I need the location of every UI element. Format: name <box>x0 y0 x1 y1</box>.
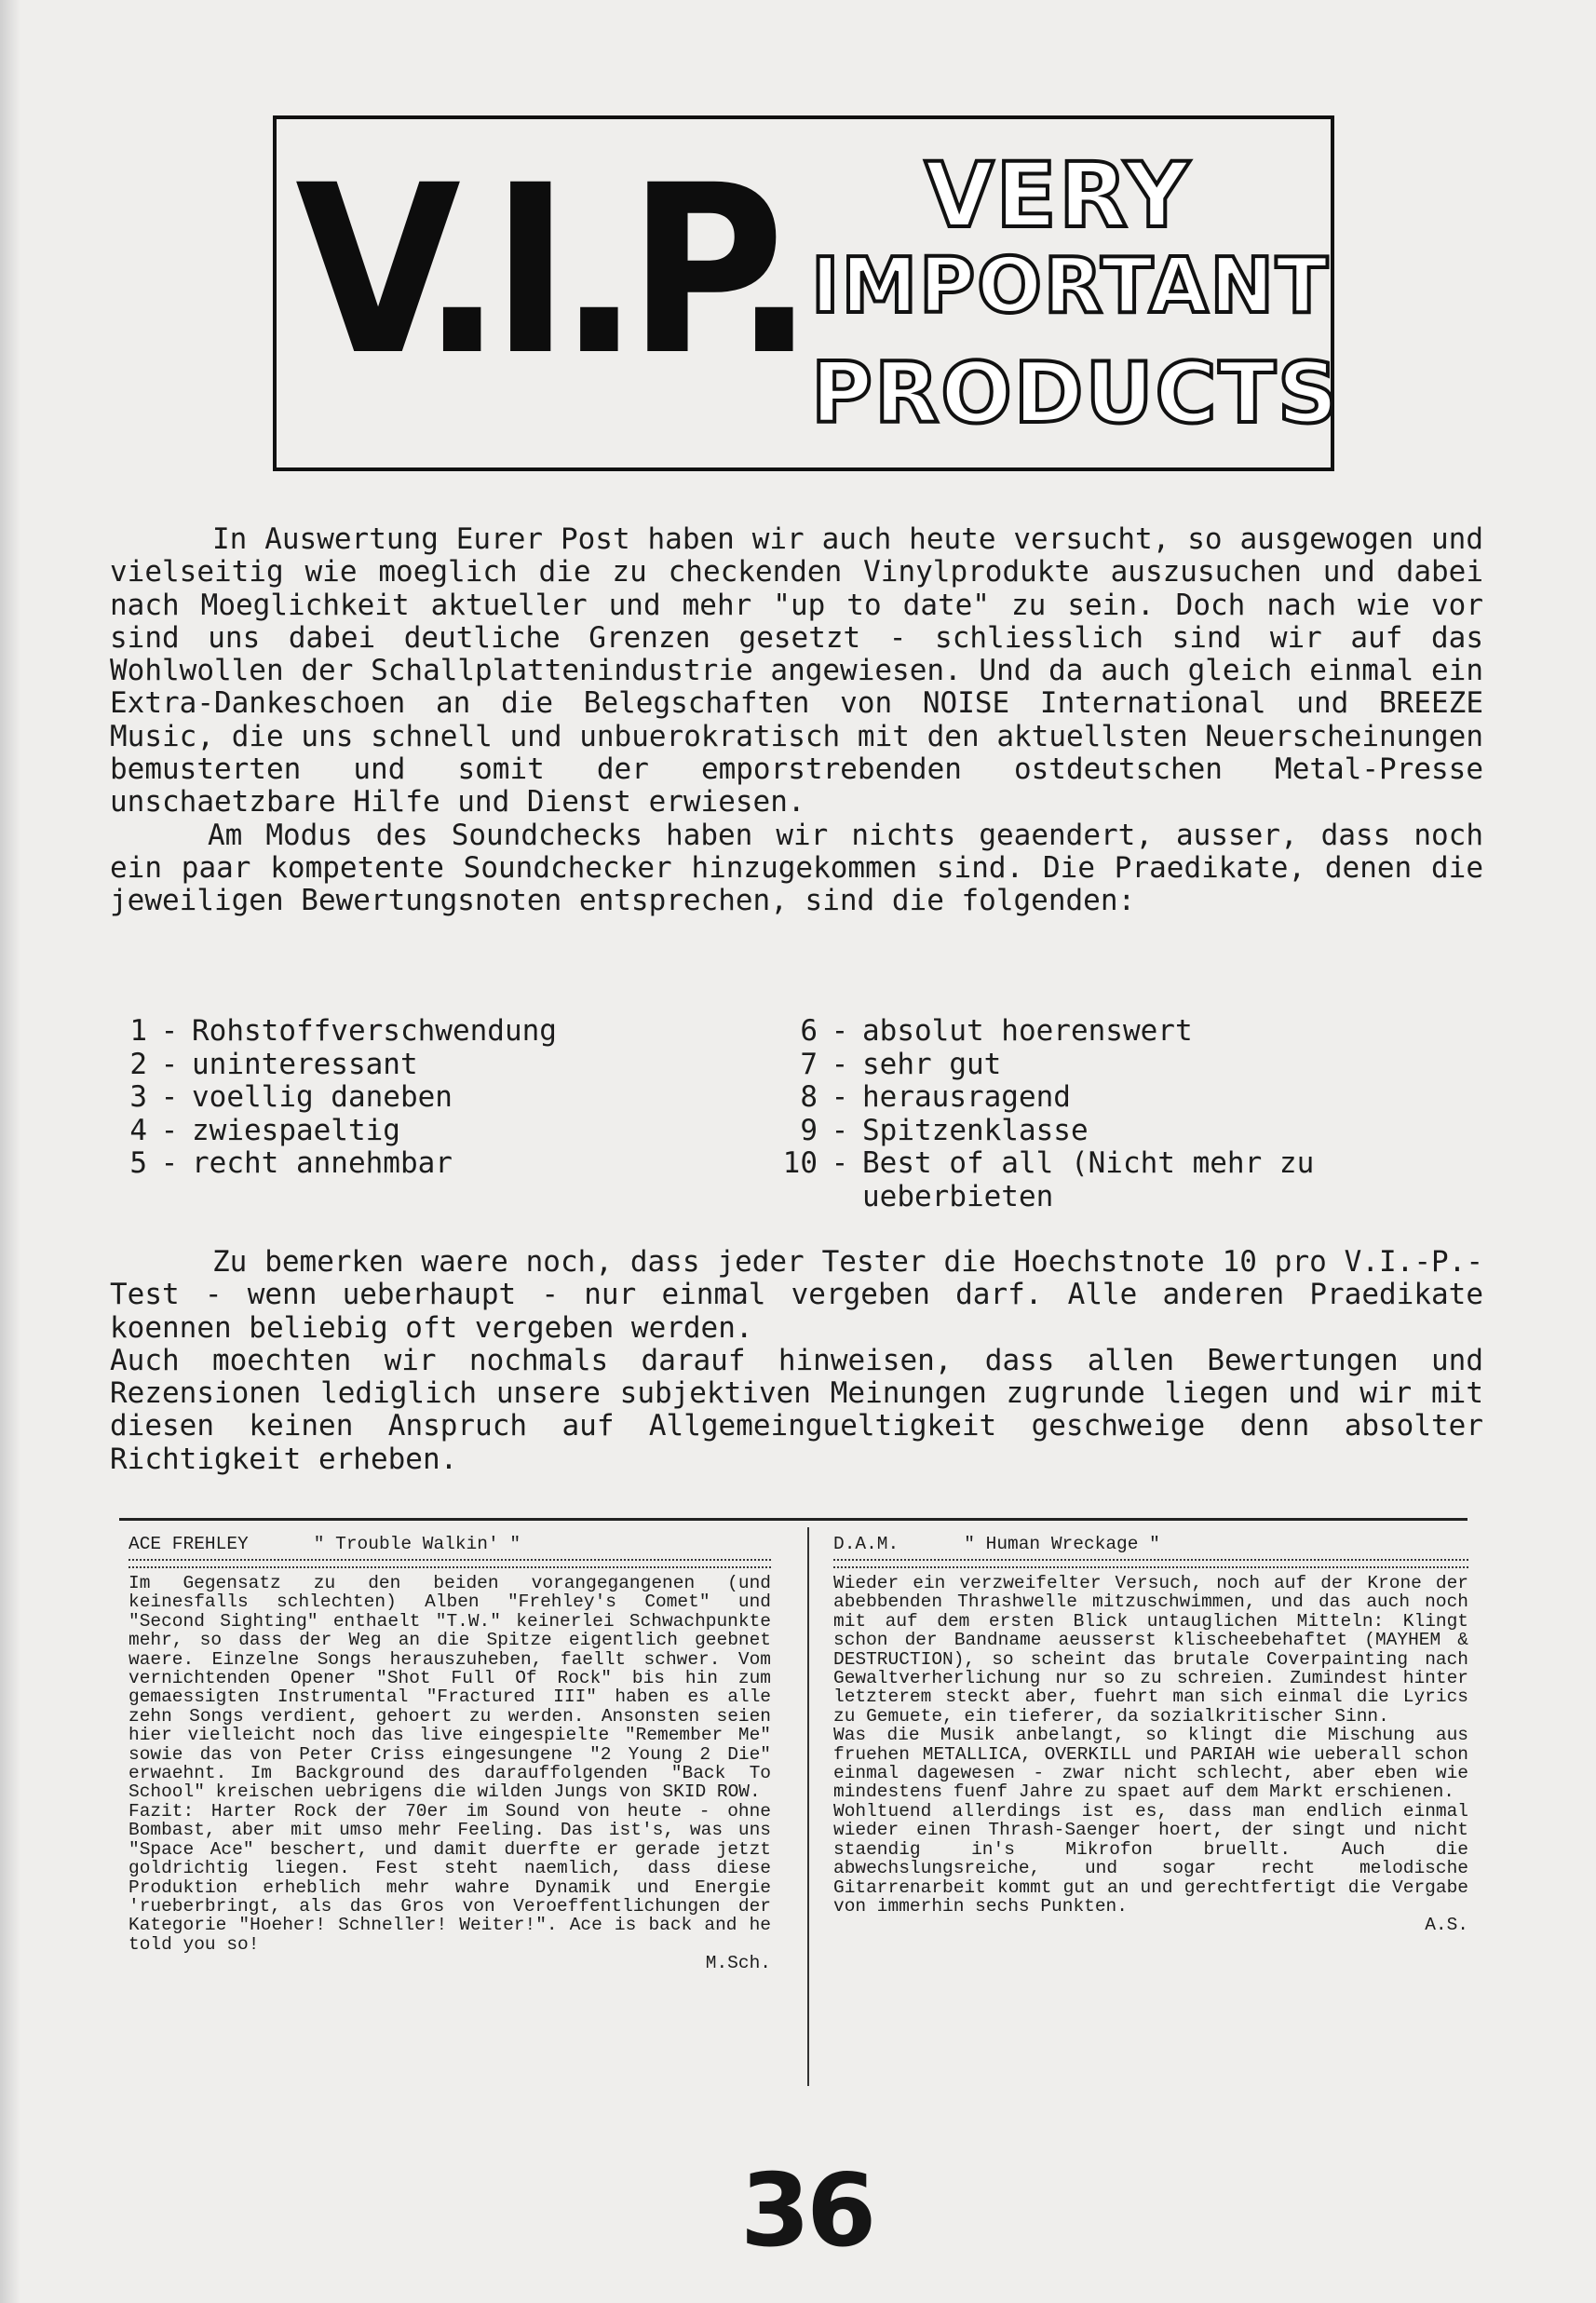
dotted-rule <box>128 1559 771 1568</box>
rating-dash: - <box>160 1080 179 1114</box>
review-dam <box>833 1535 1468 1935</box>
rating-dash: - <box>831 1146 849 1180</box>
rating-scale-left <box>110 1015 687 1181</box>
rating-label-continuation: ueberbieten <box>862 1179 1054 1213</box>
review-ace-frehley <box>128 1535 771 1973</box>
review-signature: A.S. <box>1425 1915 1468 1936</box>
review-artist: ACE FREHLEY <box>128 1534 249 1554</box>
rating-label: Best of all (Nicht mehr zu <box>862 1146 1315 1180</box>
rating-label: sehr gut <box>862 1047 1002 1081</box>
rating-label: Spitzenklasse <box>862 1113 1089 1147</box>
review-artist: D.A.M. <box>833 1534 899 1554</box>
rating-row <box>780 1115 1451 1148</box>
rating-number: 4 <box>129 1113 147 1147</box>
review-paragraph: Im Gegensatz zu den beiden vorangegangenen (und keinesfalls schlechten) Alben "Frehley's Comet" und "Second Sighting" enthaelt "T.W." keinerlei Schwachpunkte mehr, so dass der Weg an die Spitze eigentlich geebnet waere. Einzelne Songs herauszuheben, faellt schwer. Vom vernichtenden Opener "Shot Full Of Rock" bis hin zum gemaessigten Instrumental "Fractured III" haben es alle zehn Songs verdient, gehoert zu werden. Ansonsten seien hier vielleicht noch das live eingespielte "Remember Me" sowie das von Peter Criss eingesungene "2 Young 2 Die" erwaehnt. Im Background des darauffolgenden "Back To School" kreischen uebrigens die wilden Jungs von SKID ROW. <box>128 1573 771 1803</box>
rating-label: herausragend <box>862 1080 1071 1114</box>
tagline-very: VERY <box>924 143 1192 248</box>
outro-text <box>110 1246 1483 1476</box>
rating-label: recht annehmbar <box>192 1146 453 1180</box>
intro-paragraph-1: In Auswertung Eurer Post haben wir auch heute versucht, so ausgewogen und vielseitig wie moeglich die zu checkenden Vinylprodukte auszusuchen und dabei nach Moeglichkeit aktueller und mehr "up to date" zu sein. Doch nach wie vor sind uns dabei deutliche Grenzen gesetzt - schliesslich sind wir auf das Wohlwollen der Schallplattenindustrie angewiesen. Und da auch gleich einmal ein Extra-Dankeschoen an die Belegschaften von NOISE International und BREEZE Music, die uns schnell und unbuerokratisch mit den aktuellsten Neuerscheinungen bemusterten und somit der emporstrebenden ostdeutschen Metal-Presse unschaetzbare Hilfe und Dienst erwiesen. <box>110 522 1483 820</box>
rating-dash: - <box>160 1047 179 1081</box>
rating-number: 7 <box>800 1047 818 1081</box>
rating-label: Rohstoffverschwendung <box>192 1014 557 1048</box>
rating-number: 10 <box>782 1146 818 1180</box>
rating-label: zwiespaeltig <box>192 1113 400 1147</box>
rating-row <box>780 1081 1451 1115</box>
vip-header-box <box>273 115 1340 471</box>
rating-number: 5 <box>129 1146 147 1180</box>
review-header <box>128 1535 771 1555</box>
rating-scale-right <box>780 1015 1451 1213</box>
rating-number: 8 <box>800 1080 818 1114</box>
rating-number: 9 <box>800 1113 818 1147</box>
review-paragraph: Was die Musik anbelangt, so klingt die Mischung aus fruehen METALLICA, OVERKILL und PARIAH wie ueberall schon einmal dagewesen - zwar nicht schlecht, aber eben wie mindestens fuenf Jahre zu spaet auf dem Markt erschienen. <box>833 1725 1468 1803</box>
tagline-products: PRODUCTS <box>811 345 1340 442</box>
intro-paragraph-2: Am Modus des Soundchecks haben wir nichts geaendert, ausser, dass noch ein paar kompetente Soundchecker hinzugekommen sind. Die Praedikate, denen die jeweiligen Bewertungsnoten entsprechen, sind die folgenden: <box>110 818 1483 918</box>
intro-text <box>110 523 1483 918</box>
page-edge-shadow <box>0 0 20 2303</box>
review-title: " Human Wreckage " <box>964 1534 1160 1554</box>
rating-row <box>780 1147 1451 1181</box>
review-title: " Trouble Walkin' " <box>313 1534 521 1554</box>
review-paragraph: Fazit: Harter Rock der 70er im Sound von heute - ohne Bombast, aber mit umso mehr Feeling. Das ist's, was uns "Space Ace" beschert, und damit duerfte er gerade jetzt goldrichtig liegen. Fest steht naemlich, dass diese Produktion erheblich mehr wahre Dynamik und Energie 'rueberbringt, als das Gros von Veroeffentlichungen der Kategorie "Hoeher! Schneller! Weiter!". Ace is back and he told you so! <box>128 1800 771 1955</box>
review-signature: M.Sch. <box>705 1953 771 1974</box>
section-divider <box>119 1518 1468 1521</box>
page-number: 36 <box>740 2153 873 2269</box>
tagline-important: IMPORTANT <box>811 242 1330 331</box>
rating-label: absolut hoerenswert <box>862 1014 1193 1048</box>
rating-number: 1 <box>129 1014 147 1048</box>
rating-row <box>780 1049 1451 1082</box>
rating-row <box>110 1147 687 1181</box>
rating-row <box>110 1115 687 1148</box>
rating-row <box>780 1015 1451 1049</box>
rating-row <box>110 1015 687 1049</box>
rating-dash: - <box>160 1113 179 1147</box>
rating-number: 6 <box>800 1014 818 1048</box>
review-paragraph: Wohltuend allerdings ist es, dass man endlich einmal wieder einen Thrash-Saenger hoert, der singt und nicht staendig in's Mikrofon bruellt. Auch die abwechslungsreiche, und sogar recht melodische Gitarrenarbeit kommt gut an und gerechtfertigt die Vergabe von immerhin sechs Punkten. <box>833 1800 1468 1917</box>
rating-label: uninteressant <box>192 1047 418 1081</box>
vip-logo: V.I.P. <box>295 135 804 406</box>
rating-dash: - <box>831 1047 849 1081</box>
rating-label: voellig daneben <box>192 1080 453 1114</box>
rating-number: 2 <box>129 1047 147 1081</box>
outro-paragraph-2: Auch moechten wir nochmals darauf hinweisen, dass allen Bewertungen und Rezensionen lediglich unsere subjektiven Meinungen zugrunde liegen und wir mit diesen keinen Anspruch auf Allgemeingueltigkeit geschweige denn absolter Richtigkeit erheben. <box>110 1343 1483 1476</box>
rating-number: 3 <box>129 1080 147 1114</box>
rating-dash: - <box>160 1146 179 1180</box>
rating-row <box>110 1081 687 1115</box>
rating-dash: - <box>831 1014 849 1048</box>
dotted-rule <box>833 1559 1468 1568</box>
review-header <box>833 1535 1468 1555</box>
outro-paragraph-1: Zu bemerken waere noch, dass jeder Tester die Hoechstnote 10 pro V.I.-P.-Test - wenn ueberhaupt - nur einmal vergeben darf. Alle anderen Praedikate koennen beliebig oft vergeben werden. <box>110 1245 1483 1345</box>
rating-dash: - <box>831 1080 849 1114</box>
rating-dash: - <box>831 1113 849 1147</box>
review-paragraph: Wieder ein verzweifelter Versuch, noch auf der Krone der abebbenden Thrashwelle mitzuschwimmen, und das auch noch mit auf dem ersten Blick untauglichen Mitteln: Klingt schon der Bandname aeusserst klischeebehaftet (MAYHEM & DESTRUCTION), so scheint das brutale Coverpainting nach Gewaltverherlichung nur so zu schreien. Zumindest hinter letzterem steckt aber, fuehrt man sich einmal die Lyrics zu Gemuete, ein tieferer, da sozialkritischer Sinn. <box>833 1573 1468 1727</box>
rating-row-continuation <box>780 1181 1451 1214</box>
rating-row <box>110 1049 687 1082</box>
column-separator <box>807 1527 809 2086</box>
rating-dash: - <box>160 1014 179 1048</box>
